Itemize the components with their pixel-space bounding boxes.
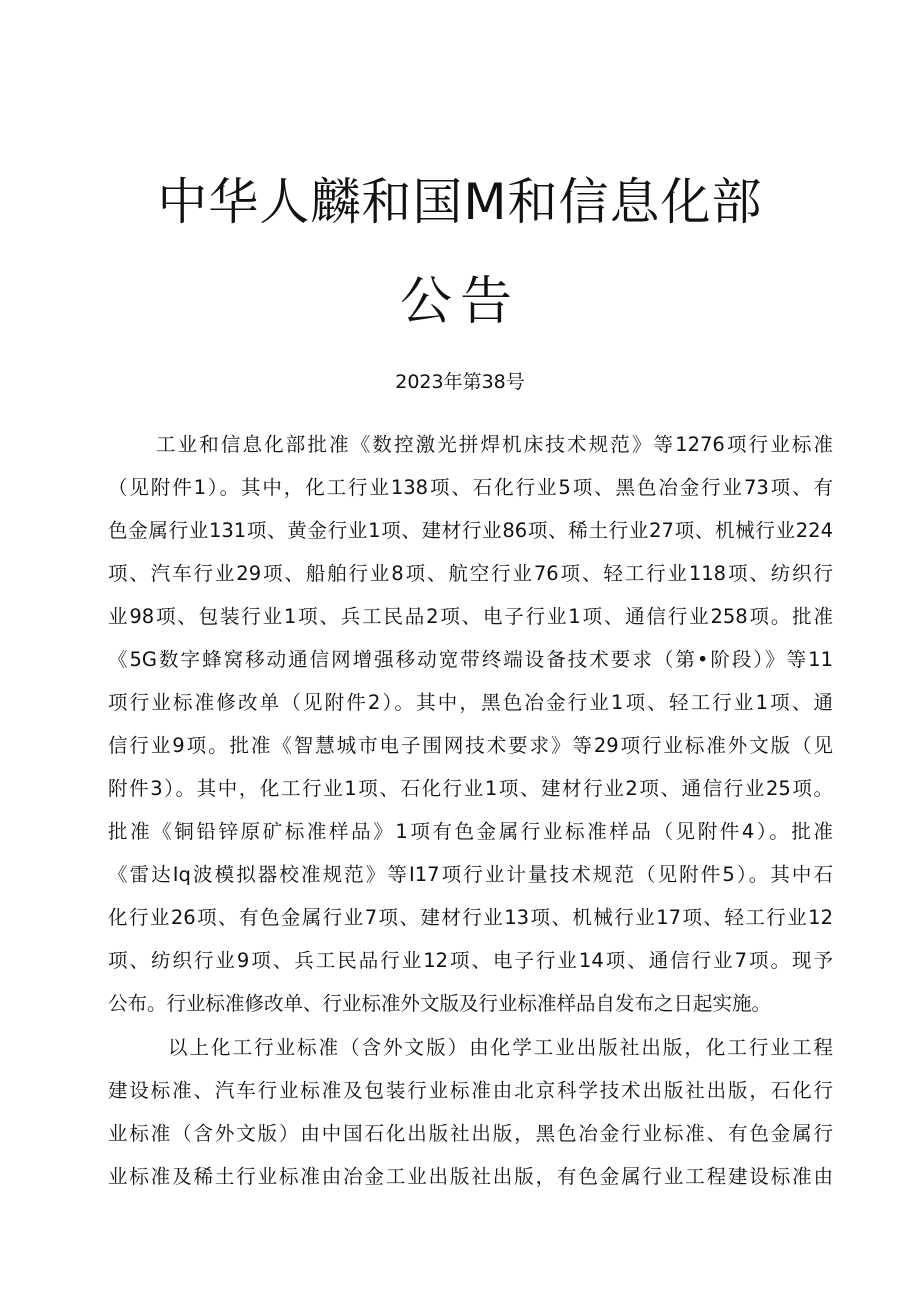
text-line: 公布。行业标准修改单、行业标准外文版及行业标准样品自发布之日起实施。 bbox=[108, 992, 772, 1015]
text-line: 色金属行业131项、黄金行业1项、建材行业86项、稀土行业27项、机械行业224 bbox=[108, 519, 833, 542]
document-subtitle: 公告 bbox=[399, 272, 520, 332]
paragraph-2 bbox=[108, 1026, 833, 1198]
document-number: 2023年第38号 bbox=[395, 371, 525, 393]
text-line: 业标准及稀土行业标准由冶金工业出版社出版，有色金属行业工程建设标准由 bbox=[108, 1165, 833, 1188]
text-line: 项、纺织行业9项、兵工民品行业12项、电子行业14项、通信行业7项。现予 bbox=[108, 949, 833, 972]
text-line: 业98项、包装行业1项、兵工民品2项、电子行业1项、通信行业258项。批准 bbox=[108, 605, 833, 628]
text-line: 《雷达Iq波模拟器校准规范》等I17项行业计量技术规范（见附件5）。其中石 bbox=[108, 863, 833, 886]
text-line: （见附件1）。其中，化工行业138项、石化行业5项、黑色冶金行业73项、有 bbox=[108, 476, 833, 499]
text-line: 业标准（含外文版）由中国石化出版社出版，黑色冶金行业标准、有色金属行 bbox=[108, 1122, 833, 1145]
text-line: 以上化工行业标准（含外文版）由化学工业出版社出版，化工行业工程 bbox=[168, 1036, 833, 1059]
text-line: 化行业26项、有色金属行业7项、建材行业13项、机械行业17项、轻工行业12 bbox=[108, 906, 833, 929]
text-line: 信行业9项。批准《智慧城市电子围网技术要求》等29项行业标准外文版（见 bbox=[108, 734, 833, 757]
text-line: 附件3）。其中，化工行业1项、石化行业1项、建材行业2项、通信行业25项。 bbox=[108, 777, 833, 800]
text-line: 建设标准、汽车行业标准及包装行业标准由北京科学技术出版社出版，石化行 bbox=[108, 1079, 833, 1102]
text-line: 项行业标准修改单（见附件2）。其中，黑色冶金行业1项、轻工行业1项、通 bbox=[108, 691, 833, 714]
text-line: 《5G数字蜂窝移动通信网增强移动宽带终端设备技术要求（第•阶段）》等11 bbox=[108, 648, 833, 671]
text-line: 批准《铜铅锌原矿标准样品》1项有色金属行业标准样品（见附件4）。批准 bbox=[108, 820, 833, 843]
text-line: 工业和信息化部批准《数控激光拼焊机床技术规范》等1276项行业标准 bbox=[156, 433, 833, 456]
text-line: 项、汽车行业29项、船舶行业8项、航空行业76项、轻工行业118项、纺织行 bbox=[108, 562, 833, 585]
document-title: 中华人麟和国M和信息化部 bbox=[157, 173, 763, 231]
paragraph-1 bbox=[108, 423, 833, 1025]
